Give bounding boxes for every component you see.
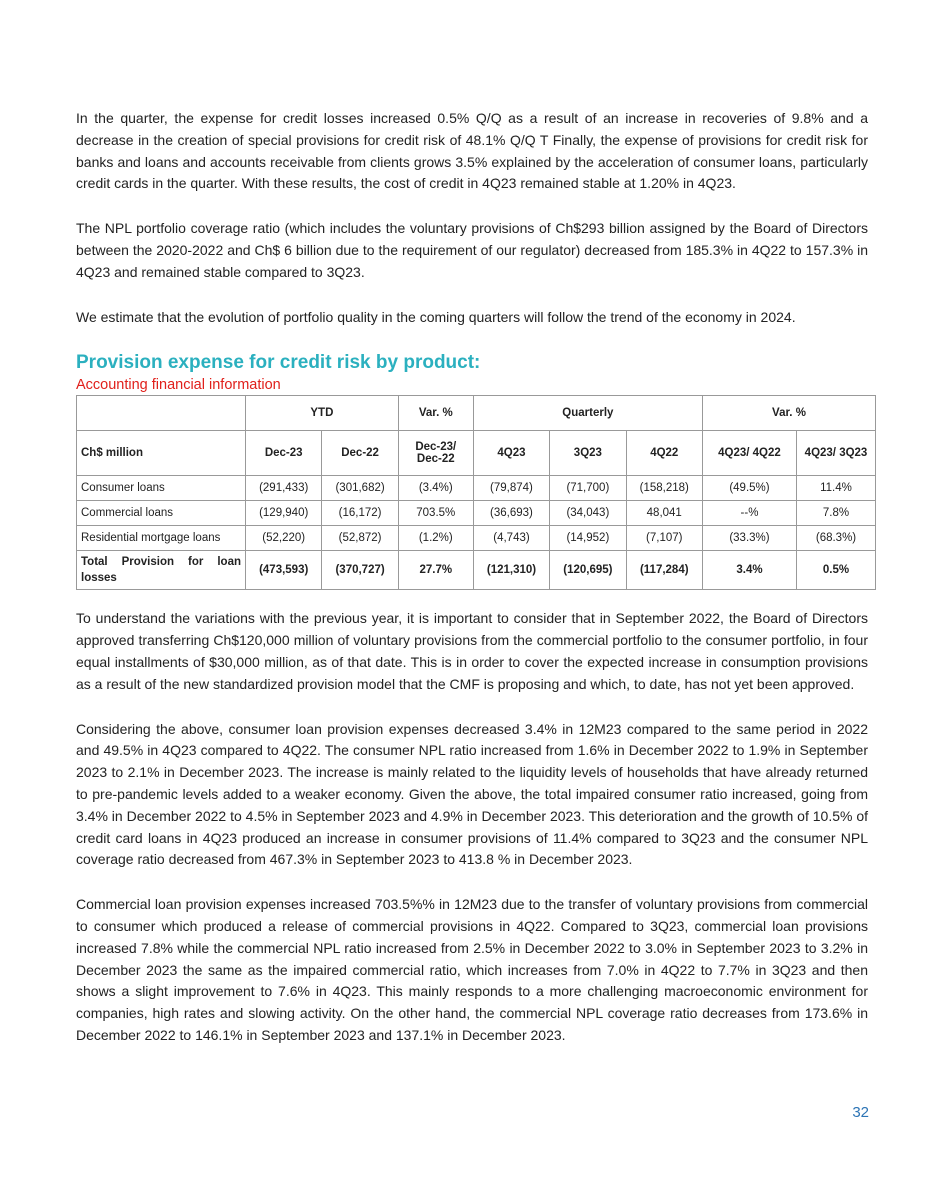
provision-table xyxy=(76,395,876,590)
column-header: 3Q23 xyxy=(550,431,626,476)
table-cell: 0.5% xyxy=(797,551,876,590)
table-cell: (370,727) xyxy=(322,551,398,590)
table-row xyxy=(77,526,876,551)
table-cell: (33.3%) xyxy=(702,526,796,551)
table-row xyxy=(77,551,876,590)
column-header: 4Q22 xyxy=(626,431,702,476)
table-group-header-row xyxy=(77,396,876,431)
group-header-quarterly: Quarterly xyxy=(473,396,702,431)
table-cell: (121,310) xyxy=(473,551,549,590)
section-title: Provision expense for credit risk by product: xyxy=(76,352,481,374)
table-cell: (301,682) xyxy=(322,476,398,501)
paragraph-outlook: We estimate that the evolution of portfolio quality in the coming quarters will follow the trend of the economy in 2024. xyxy=(76,308,796,325)
table-cell: --% xyxy=(702,501,796,526)
table-header-empty xyxy=(77,396,246,431)
table-cell: (117,284) xyxy=(626,551,702,590)
table-row xyxy=(77,501,876,526)
table-cell: (4,743) xyxy=(473,526,549,551)
paragraph-variations: To understand the variations with the previous year, it is important to consider that in September 2022, the Board of Directors approved transferring Ch$120,000 million of voluntary provisions from the commercial portfolio to the consumer portfolio, in four equal installments of $30,000 million, as of that date. This is in order to cover the expected increase in consumption provisions as a result of the new standardized provision model that the CMF is proposing and which, to date, has not yet been approved. xyxy=(76,610,868,692)
table-cell: 27.7% xyxy=(398,551,473,590)
table-cell: 3.4% xyxy=(702,551,796,590)
table-cell: (71,700) xyxy=(550,476,626,501)
table-cell: (34,043) xyxy=(550,501,626,526)
paragraph-commercial: Commercial loan provision expenses increased 703.5%% in 12M23 due to the transfer of voluntary provisions from commercial to consumer which produced a release of commercial provisions in 4Q22. Compared to 3Q23, commercial loan provisions increased 7.8% while the commercial NPL ratio increased from 2.5% in December 2022 to 3.0% in September 2023 to 3.2% in December 2023 the same as the impaired commercial ratio, which increases from 7.0% in 4Q22 to 7.7% in 3Q23 and then shows a slight improvement to 7.6% in 4Q23. This mainly responds to a more challenging macroeconomic environment for companies, high rates and slowing activity. On the other hand, the commercial NPL coverage ratio decreases from 173.6% in December 2022 to 146.1% in September 2023 and 137.1% in December 2023. xyxy=(76,896,868,1043)
table-cell: (3.4%) xyxy=(398,476,473,501)
row-label: Commercial loans xyxy=(77,501,246,526)
row-label: Consumer loans xyxy=(77,476,246,501)
table-cell: (158,218) xyxy=(626,476,702,501)
column-header: Dec-22 xyxy=(322,431,398,476)
group-header-ytd: YTD xyxy=(246,396,399,431)
table-cell: (129,940) xyxy=(246,501,322,526)
table-cell: (291,433) xyxy=(246,476,322,501)
column-header: 4Q23/ 3Q23 xyxy=(797,431,876,476)
table-cell: 11.4% xyxy=(797,476,876,501)
table-cell: (1.2%) xyxy=(398,526,473,551)
row-label: Residential mortgage loans xyxy=(77,526,246,551)
column-header: Dec-23 xyxy=(246,431,322,476)
table-cell: (52,220) xyxy=(246,526,322,551)
group-header-var: Var. % xyxy=(398,396,473,431)
table-cell: (120,695) xyxy=(550,551,626,590)
column-header: 4Q23 xyxy=(473,431,549,476)
column-header: Dec-23/ Dec-22 xyxy=(398,431,473,476)
table-column-header-row xyxy=(77,431,876,476)
table-cell: (7,107) xyxy=(626,526,702,551)
table-cell: (79,874) xyxy=(473,476,549,501)
table-cell: (36,693) xyxy=(473,501,549,526)
table-cell: (68.3%) xyxy=(797,526,876,551)
group-header-var-quarterly: Var. % xyxy=(702,396,875,431)
table-row xyxy=(77,476,876,501)
table-cell: (473,593) xyxy=(246,551,322,590)
paragraph-consumer: Considering the above, consumer loan provision expenses decreased 3.4% in 12M23 compared to the same period in 2022 and 49.5% in 4Q23 compared to 4Q22. The consumer NPL ratio increased from 1.6% in December 2022 to 1.9% in September 2023 to 2.1% in December 2023. The increase is mainly related to the liquidity levels of households that have already returned to pre-pandemic levels added to a weaker economy. Given the above, the total impaired consumer ratio increased, going from 3.4% in December 2022 to 4.5% in September 2023 and 4.9% in December 2023. This deterioration and the growth of 10.5% of credit card loans in 4Q23 produced an increase in consumer provisions of 11.4% compared to 3Q23 and the consumer NPL coverage ratio decreased from 467.3% in September 2023 to 413.8 % in December 2023. xyxy=(76,720,869,868)
column-header: 4Q23/ 4Q22 xyxy=(702,431,796,476)
table-cell: (49.5%) xyxy=(702,476,796,501)
table-cell: (14,952) xyxy=(550,526,626,551)
table-cell: 703.5% xyxy=(398,501,473,526)
section-subtitle: Accounting financial information xyxy=(76,377,281,394)
paragraph-credit-losses: In the quarter, the expense for credit losses increased 0.5% Q/Q as a result of an increase in recoveries of 9.8% and a decrease in the creation of special provisions for credit risk of 48.1% Q/Q T Finally, the expense of provisions for credit risk for banks and loans and accounts receivable from clients grows 3.5% explained by the acceleration of consumer loans, particularly credit cards in the quarter. With these results, the cost of credit in 4Q23 remained stable at 1.20% in 4Q23. xyxy=(76,110,868,192)
table-cell: (52,872) xyxy=(322,526,398,551)
table-cell: 48,041 xyxy=(626,501,702,526)
column-header: Ch$ million xyxy=(77,431,246,476)
table-cell: 7.8% xyxy=(797,501,876,526)
table-cell: (16,172) xyxy=(322,501,398,526)
page-number: 32 xyxy=(852,1104,869,1121)
row-label: Total Provision for loan losses xyxy=(77,551,246,590)
document-page xyxy=(76,108,868,1070)
paragraph-npl-coverage: The NPL portfolio coverage ratio (which includes the voluntary provisions of Ch$293 billion assigned by the Board of Directors between the 2020-2022 and Ch$ 6 billion due to the requirement of our regulator) decreased from 185.3% in 4Q22 to 157.3% in 4Q23 and remained stable compared to 3Q23. xyxy=(76,220,868,280)
